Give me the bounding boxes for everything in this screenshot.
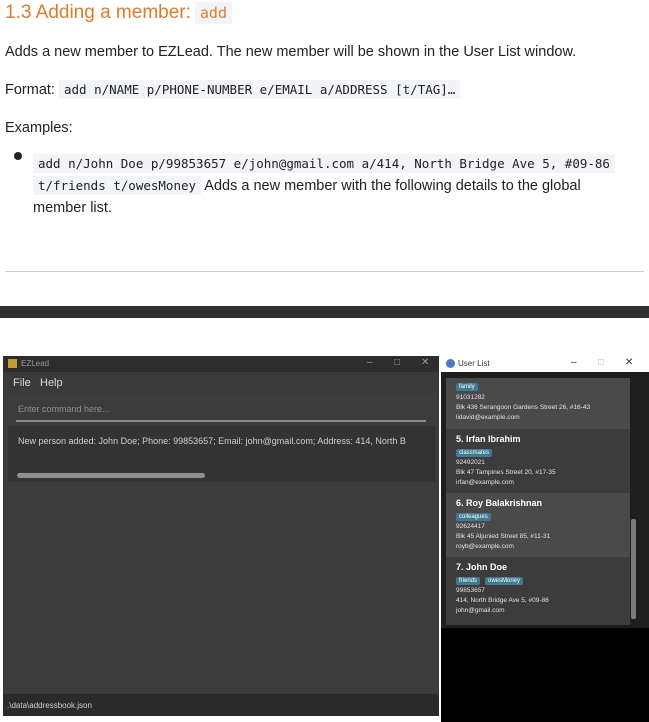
member-email: lidavid@example.com: [456, 414, 520, 421]
main-title-bar[interactable]: [3, 356, 439, 372]
member-address: Blk 436 Serangoon Gardens Street 26, #16-43: [456, 404, 591, 411]
tag-badge: friends: [456, 577, 480, 585]
command-input[interactable]: [16, 398, 426, 422]
menu-bar: [3, 372, 439, 394]
user-list-window: [441, 356, 649, 722]
dark-separator-band: [0, 306, 649, 318]
user-list-title-bar[interactable]: [441, 356, 649, 372]
divider: [5, 271, 644, 272]
example-code-1: add n/John Doe p/99853657 e/john@gmail.com a/414, North Bridge Ave 5, #09-86: [33, 154, 615, 173]
member-address: Blk 45 Aljunied Street 85, #11-31: [456, 533, 551, 540]
main-window-title: EZLead: [21, 359, 50, 368]
minimize-icon[interactable]: –: [367, 357, 373, 368]
status-file-path: .\data\addressbook.json: [7, 701, 92, 710]
ezlead-main-window: [3, 356, 439, 716]
example-desc-2: member list.: [33, 200, 112, 216]
member-address: 414, North Bridge Ave 5, #09-86: [456, 597, 549, 604]
tag-badge: family: [456, 383, 478, 391]
java-app-icon: [446, 359, 455, 368]
member-name: 6. Roy Balakrishnan: [456, 498, 543, 508]
member-email: royb@example.com: [456, 543, 514, 550]
empty-area: [441, 628, 649, 722]
format-code: add n/NAME p/PHONE-NUMBER e/EMAIL a/ADDRESS [t/TAG]…: [59, 80, 460, 99]
user-list[interactable]: [446, 378, 630, 625]
user-list-title: User List: [458, 359, 490, 368]
member-phone: 99853657: [456, 587, 485, 594]
result-text: New person added: John Doe; Phone: 99853657; Email: john@gmail.com; Address: 414, North B: [18, 436, 406, 446]
maximize-icon[interactable]: □: [394, 357, 401, 368]
member-address: Blk 47 Tampines Street 20, #17-35: [456, 469, 556, 476]
menu-file[interactable]: File: [13, 377, 31, 389]
format-line: Format: add n/NAME p/PHONE-NUMBER e/EMAIL a/ADDRESS [t/TAG]…: [5, 82, 460, 98]
list-item[interactable]: [446, 557, 630, 625]
example-item: [33, 153, 633, 219]
tag-badge: colleagues: [456, 513, 491, 521]
minimize-icon[interactable]: –: [571, 357, 577, 368]
app-icon: [8, 359, 17, 368]
list-item[interactable]: [446, 378, 630, 429]
member-name: 5. Irfan Ibrahim: [456, 434, 521, 444]
list-item[interactable]: [446, 493, 630, 557]
section-heading: 1.3 Adding a member: add: [5, 2, 232, 24]
menu-help[interactable]: Help: [40, 377, 63, 389]
result-display: [8, 426, 436, 482]
member-name: 7. John Doe: [456, 562, 508, 572]
list-item[interactable]: [446, 429, 630, 493]
tag-badge: owesMoney: [485, 577, 523, 585]
status-bar: [3, 694, 439, 716]
tag-badge: classmates: [456, 449, 492, 457]
close-icon[interactable]: ✕: [625, 357, 634, 368]
example-desc-1: Adds a new member with the following details to the global: [204, 178, 581, 194]
examples-label: Examples:: [5, 120, 73, 136]
bullet-icon: [14, 152, 22, 160]
horizontal-scrollbar[interactable]: [17, 473, 205, 478]
member-phone: 92624417: [456, 523, 485, 530]
close-icon[interactable]: ✕: [421, 357, 430, 368]
intro-paragraph: Adds a new member to EZLead. The new member will be shown in the User List window.: [5, 44, 577, 60]
example-code-2: t/friends t/owesMoney: [33, 176, 201, 195]
member-phone: 91031282: [456, 394, 485, 401]
member-phone: 92492021: [456, 459, 485, 466]
member-email: john@gmail.com: [456, 607, 505, 614]
member-email: irfan@example.com: [456, 479, 514, 486]
vertical-scrollbar[interactable]: [631, 519, 636, 619]
heading-command-code: add: [195, 2, 232, 24]
command-placeholder: Enter command here...: [18, 404, 110, 414]
maximize-icon[interactable]: □: [598, 357, 605, 368]
